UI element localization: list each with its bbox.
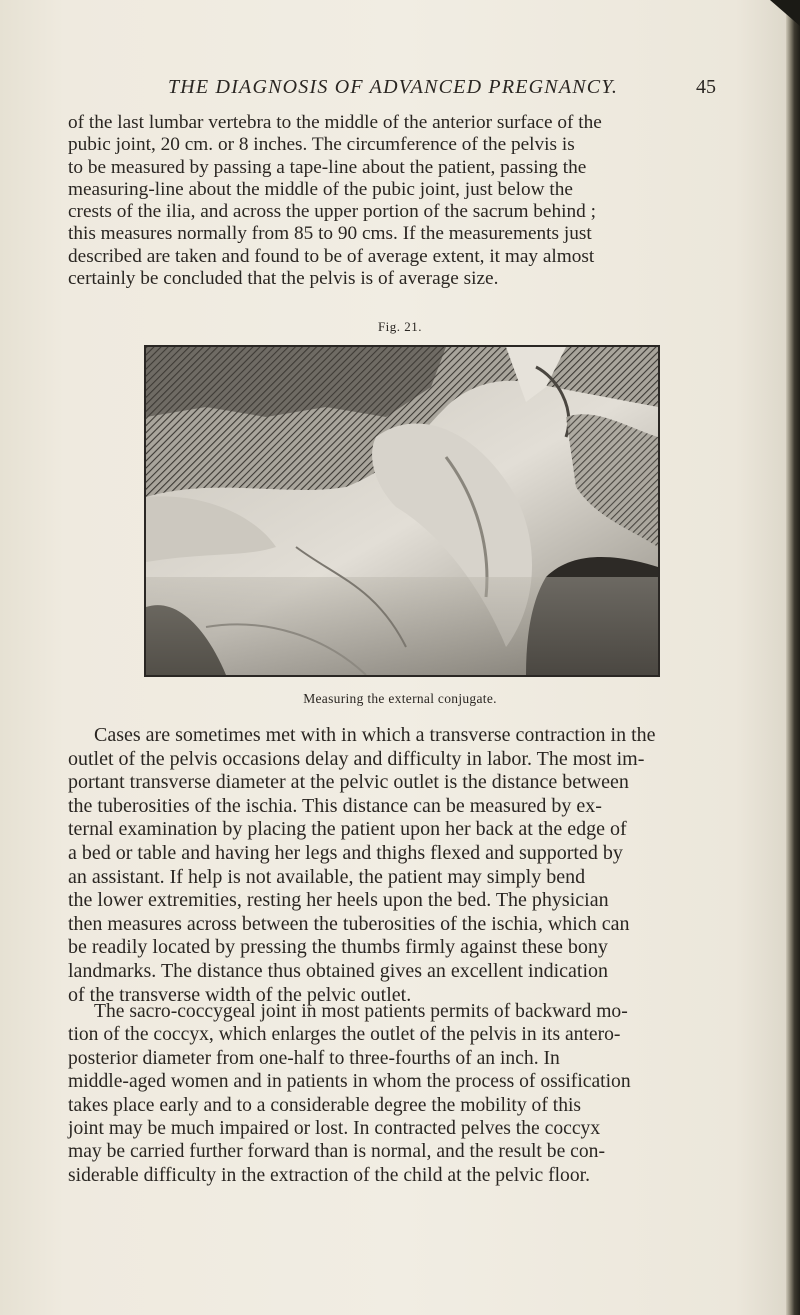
paragraph-1 — [68, 112, 718, 290]
text-line: outlet of the pelvis occasions delay and difficulty in labor. The most im- — [68, 747, 645, 770]
running-title: THE DIAGNOSIS OF ADVANCED PREGNANCY. — [167, 76, 619, 98]
figure-photograph — [144, 345, 660, 677]
text-line: takes place early and to a considerable degree the mobility of this — [68, 1094, 582, 1116]
text-line: Cases are sometimes met with in which a transverse contraction in the — [94, 724, 656, 746]
text-line: of the last lumbar vertebra to the middle of the anterior surface of the — [68, 112, 602, 133]
text-line: a bed or table and having her legs and thighs flexed and supported by — [68, 841, 623, 864]
text-line: certainly be concluded that the pelvis is of average size. — [68, 268, 499, 290]
paragraph-3 — [68, 1000, 718, 1187]
text-line: The sacro-coccygeal joint in most patients permits of backward mo- — [94, 1001, 628, 1022]
text-line: tion of the coccyx, which enlarges the outlet of the pelvis in its antero- — [68, 1024, 621, 1046]
text-line: landmarks. The distance thus obtained gives an excellent indication — [68, 959, 609, 982]
text-line: this measures normally from 85 to 90 cms. If the measurements just — [68, 223, 592, 245]
figure-caption: Measuring the external conjugate. — [303, 691, 497, 706]
page-header — [68, 76, 718, 104]
text-line: posterior diameter from one-half to three-fourths of an inch. In — [68, 1047, 560, 1069]
text-line: crests of the ilia, and across the upper portion of the sacrum behind ; — [68, 201, 596, 223]
figure-label: Fig. 21. — [377, 319, 423, 334]
photograph-illustration — [146, 347, 658, 675]
text-line: then measures across between the tuberosities of the ischia, which can — [68, 912, 630, 935]
text-line: described are taken and found to be of average extent, it may almost — [68, 245, 595, 267]
text-line: the tuberosities of the ischia. This distance can be measured by ex- — [68, 794, 602, 817]
text-line: pubic joint, 20 cm. or 8 inches. The circumference of the pelvis is — [68, 134, 575, 156]
page-binding-shadow — [786, 0, 800, 1315]
text-line: the lower extremities, resting her heels upon the bed. The physician — [68, 889, 609, 912]
text-line: measuring-line about the middle of the pubic joint, just below the — [68, 178, 573, 200]
text-line: middle-aged women and in patients in whom the process of ossification — [68, 1071, 631, 1093]
text-line: be readily located by pressing the thumbs firmly against these bony — [68, 936, 608, 959]
paragraph-2 — [68, 724, 718, 1007]
text-line: of the transverse width of the pelvic outlet. — [68, 983, 412, 1006]
text-line: joint may be much impaired or lost. In contracted pelves the coccyx — [68, 1118, 601, 1140]
text-line: portant transverse diameter at the pelvic outlet is the distance between — [68, 771, 629, 794]
text-line: ternal examination by placing the patient upon her back at the edge of — [68, 818, 627, 841]
text-line: an assistant. If help is not available, the patient may simply bend — [68, 865, 586, 888]
text-line: siderable difficulty in the extraction of the child at the pelvic floor. — [68, 1164, 590, 1186]
page-number: 45 — [696, 76, 716, 98]
text-line: to be measured by passing a tape-line about the patient, passing the — [68, 156, 587, 178]
text-line: may be carried further forward than is normal, and the result be con- — [68, 1141, 605, 1163]
